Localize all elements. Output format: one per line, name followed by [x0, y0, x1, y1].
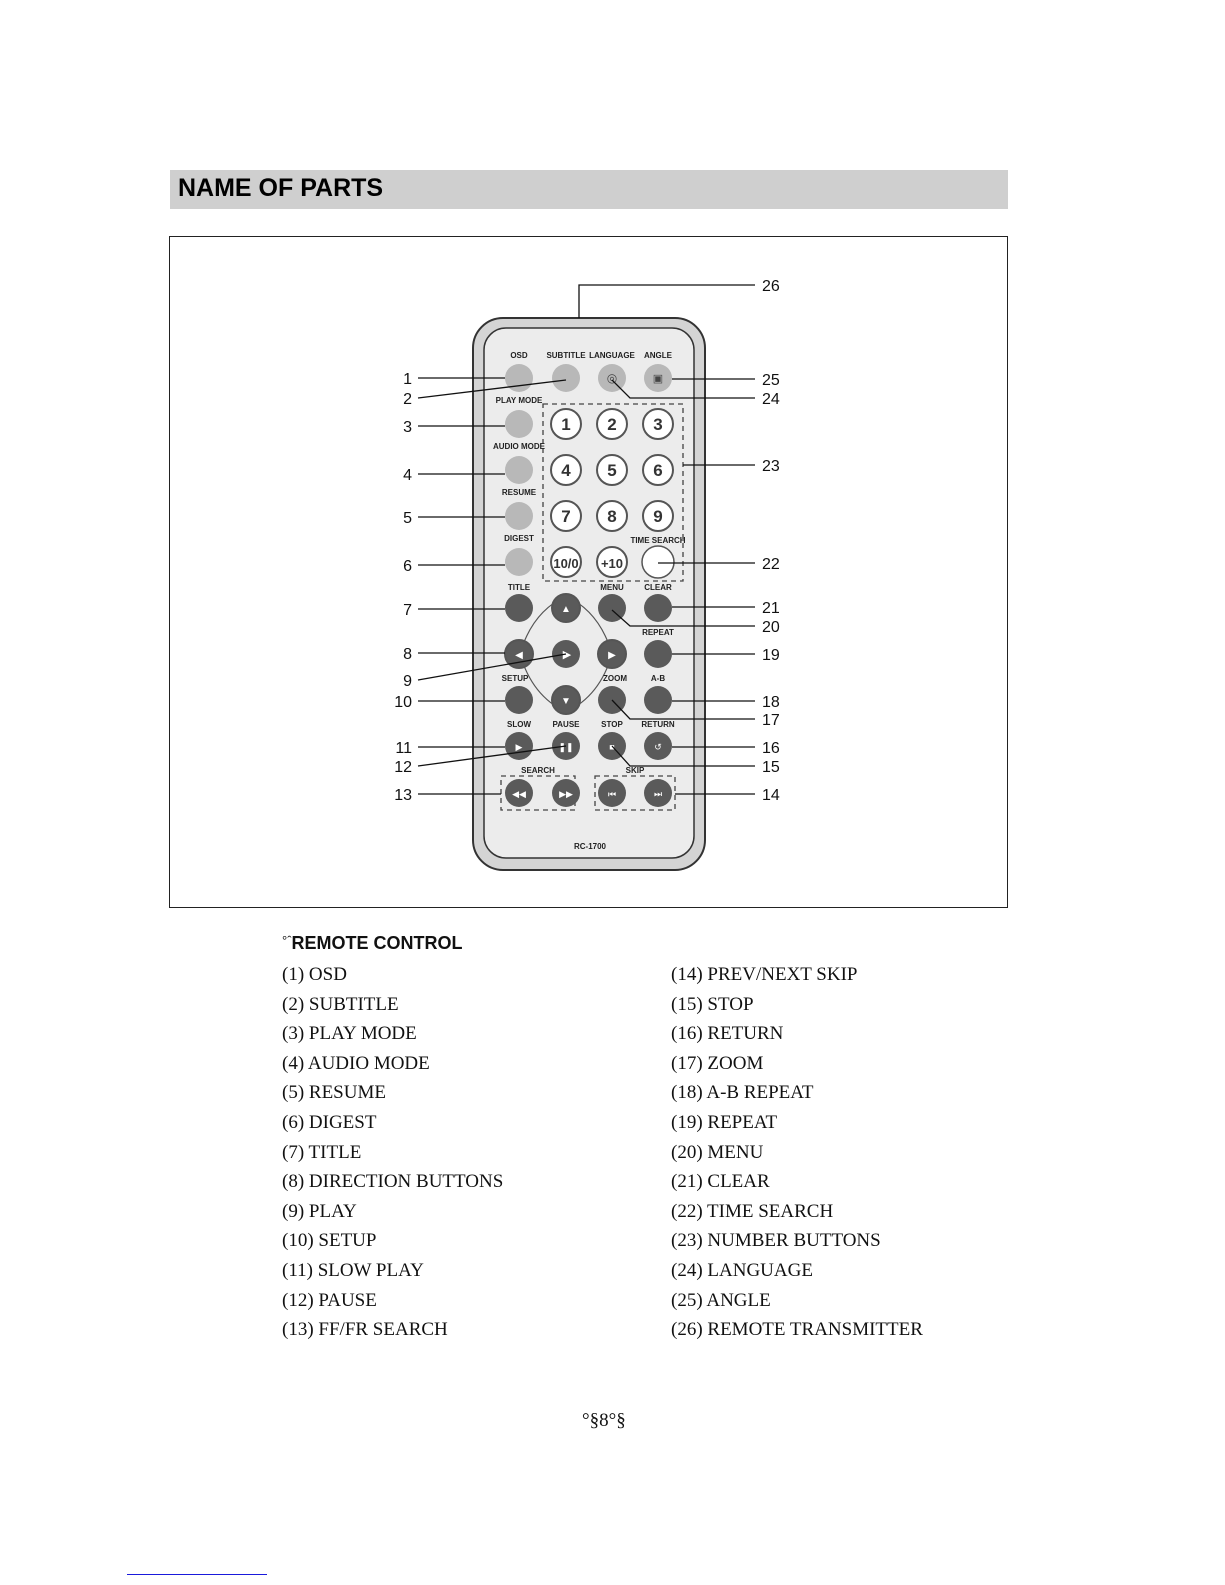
callout-number: 20	[762, 619, 780, 636]
number-key-label: 7	[561, 507, 571, 526]
footer-link-underline	[127, 1574, 267, 1575]
button-label: MENU	[600, 583, 624, 592]
part-list-item: (26) REMOTE TRANSMITTER	[671, 1319, 923, 1341]
callout-number: 16	[762, 740, 780, 757]
remote-face	[484, 328, 694, 858]
button-label: ZOOM	[603, 674, 627, 683]
button-icon: ↺	[654, 742, 662, 752]
callout-number: 25	[762, 372, 780, 389]
button-label: TITLE	[507, 583, 531, 592]
button-icon: ❚❚	[558, 742, 574, 752]
section-title: NAME OF PARTS	[178, 174, 384, 202]
button-setup	[505, 686, 533, 714]
callout-number: 8	[403, 646, 412, 663]
callout-number: 3	[403, 419, 412, 436]
number-key-label: 6	[653, 461, 663, 480]
button-label: SEARCH	[521, 766, 555, 775]
transport-icon: ◀◀	[512, 789, 526, 799]
callout-number: 17	[762, 712, 780, 729]
part-list-item: (13) FF/FR SEARCH	[282, 1319, 448, 1341]
arrow-right-icon: ▶	[608, 650, 616, 661]
part-list-item: (12) PAUSE	[282, 1289, 377, 1311]
button-menu	[598, 594, 626, 622]
part-list-item: (9) PLAY	[282, 1200, 357, 1222]
callout-number: 12	[394, 759, 412, 776]
callout-number: 7	[403, 602, 412, 619]
callout-number: 2	[403, 391, 412, 408]
button-audio-mode	[505, 456, 533, 484]
button-subtitle	[552, 364, 580, 392]
number-key-label: 4	[561, 461, 571, 480]
button-label: CLEAR	[644, 583, 672, 592]
part-list-item: (21) CLEAR	[671, 1171, 770, 1193]
button-play-mode	[505, 410, 533, 438]
callout-number: 23	[762, 458, 780, 475]
part-list-item: (3) PLAY MODE	[282, 1023, 417, 1045]
part-list-item: (11) SLOW PLAY	[282, 1259, 424, 1281]
parts-list-right	[671, 963, 923, 1348]
camera-icon: ▣	[652, 373, 664, 385]
callout-number: 10	[394, 694, 412, 711]
page-number: °§8°§	[582, 1410, 626, 1431]
callout-number: 13	[394, 787, 412, 804]
button-label: STOP	[601, 720, 623, 729]
button-icon: ■	[609, 742, 615, 752]
callout-number: 15	[762, 759, 780, 776]
callout-number: 6	[403, 558, 412, 575]
button-title	[505, 594, 533, 622]
number-key-label: 9	[653, 507, 663, 526]
transport-icon: ▶▶	[559, 789, 573, 799]
callout-line-26	[579, 285, 755, 318]
button-ab	[644, 686, 672, 714]
part-list-item: (20) MENU	[671, 1141, 764, 1163]
callout-number: 1	[403, 371, 412, 388]
part-list-item: (5) RESUME	[282, 1082, 386, 1104]
part-list-item: (18) A-B REPEAT	[671, 1082, 814, 1104]
arrow-up-icon: ▲	[561, 604, 571, 615]
part-list-item: (2) SUBTITLE	[282, 993, 399, 1015]
button-label: DIGEST	[504, 534, 534, 543]
arrow-left-icon: ◀	[515, 650, 523, 661]
callout-number: 11	[395, 740, 412, 757]
button-clear	[644, 594, 672, 622]
button-label: PLAY MODE	[495, 396, 543, 405]
number-key-label: 5	[607, 461, 617, 480]
part-list-item: (17) ZOOM	[671, 1052, 764, 1074]
callout-number: 24	[762, 391, 780, 408]
button-resume	[505, 502, 533, 530]
button-label: RESUME	[501, 488, 537, 497]
button-osd	[505, 364, 533, 392]
callout-number: 26	[762, 278, 780, 295]
callout-number: 22	[762, 556, 780, 573]
part-list-item: (4) AUDIO MODE	[282, 1052, 430, 1074]
parts-list-left	[282, 963, 503, 1348]
part-list-item: (6) DIGEST	[282, 1111, 377, 1133]
number-key-label: 1	[561, 415, 571, 434]
button-label: SKIP	[625, 766, 645, 775]
part-list-item: (19) REPEAT	[671, 1111, 778, 1133]
number-key-label: 8	[607, 507, 617, 526]
callout-number: 4	[403, 467, 412, 484]
button-label: RETURN	[641, 720, 675, 729]
button-repeat	[644, 640, 672, 668]
callout-number: 14	[762, 787, 780, 804]
button-label: REPEAT	[642, 628, 674, 637]
transport-icon: ⏮	[607, 789, 617, 799]
callout-number: 21	[762, 600, 780, 617]
arrow-down-icon: ▼	[561, 696, 571, 707]
button-label: SLOW	[507, 720, 531, 729]
model-label: RC-1700	[573, 842, 607, 851]
callout-number: 19	[762, 647, 780, 664]
button-icon: ▶	[515, 742, 523, 752]
part-list-item: (10) SETUP	[282, 1230, 377, 1252]
part-list-item: (22) TIME SEARCH	[671, 1200, 834, 1222]
callout-number: 18	[762, 694, 780, 711]
button-label: SETUP	[501, 674, 529, 683]
part-list-item: (16) RETURN	[671, 1023, 784, 1045]
part-list-item: (23) NUMBER BUTTONS	[671, 1230, 881, 1252]
part-list-item: (14) PREV/NEXT SKIP	[671, 964, 858, 985]
button-time-search	[642, 546, 674, 578]
part-list-item: (15) STOP	[671, 993, 754, 1015]
play-icon: ▶	[562, 649, 572, 661]
part-list-item: (7) TITLE	[282, 1141, 362, 1163]
part-list-item: (25) ANGLE	[671, 1289, 771, 1311]
button-label: PAUSE	[552, 720, 580, 729]
button-label: LANGUAGE	[589, 351, 635, 360]
button-label: A-B	[650, 674, 666, 683]
callout-number: 5	[403, 510, 412, 527]
button-label: OSD	[510, 351, 528, 360]
number-key-label: +10	[600, 556, 624, 571]
number-key-label: 2	[607, 415, 617, 434]
number-key-label: 3	[653, 415, 663, 434]
number-key-label: 10/0	[553, 556, 579, 571]
part-list-item: (24) LANGUAGE	[671, 1259, 813, 1281]
part-list-item: (1) OSD	[282, 964, 347, 985]
button-label: AUDIO MODE	[493, 442, 545, 451]
button-label: SUBTITLE	[546, 351, 586, 360]
transport-icon: ⏭	[653, 789, 663, 799]
part-list-item: (8) DIRECTION BUTTONS	[282, 1171, 504, 1193]
button-label: ANGLE	[644, 351, 672, 360]
callout-number: 9	[403, 673, 412, 690]
button-label: TIME SEARCH	[630, 536, 686, 545]
button-digest	[505, 548, 533, 576]
subsection-title: $^{^\circ ˆ}$REMOTE CONTROL	[282, 933, 463, 953]
language-icon: ◎	[606, 371, 618, 385]
